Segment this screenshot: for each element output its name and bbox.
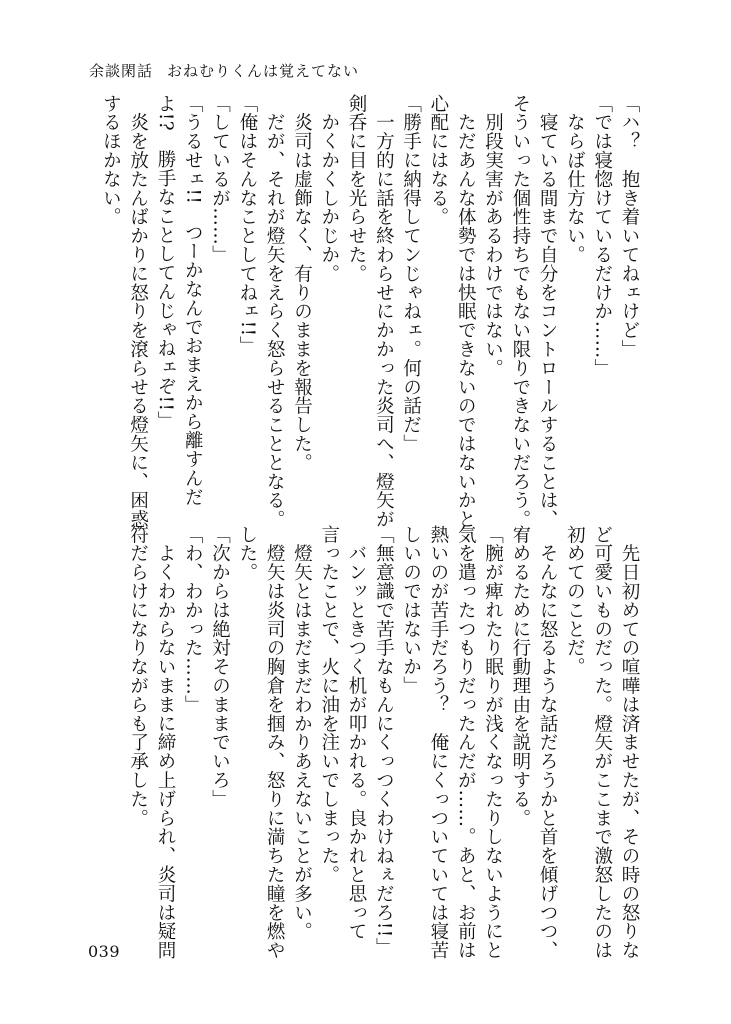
text-line: した。 — [236, 525, 258, 582]
text-line: 炎司は虚飾なく、有りのままを報告した。 — [291, 94, 313, 472]
running-header — [89, 60, 359, 81]
page-number: 039 — [88, 942, 121, 961]
text-line: 「俺はそんなことしてねェ!!」 — [236, 94, 258, 356]
text-line: かくかくしかじか。 — [318, 94, 340, 283]
text-line: 「勝手に納得してンじゃねェ。何の話だ」 — [400, 94, 422, 454]
text-line: 心配にはなる。 — [427, 94, 449, 227]
text-line: そんなに怒るような話だろうかと首を傾げつつ、 — [537, 525, 559, 960]
text-line: 熱いのが苦手だろう？ 俺にくっついていては寝苦 — [427, 525, 449, 960]
text-line: 「無意識で苦手なもんにくっつくわけねぇだろ!!」 — [373, 525, 395, 957]
text-line: 「では寝惚けているだけか……」 — [591, 94, 613, 378]
text-line: 気を遣ったつもりだったんだが……。あと、お前は — [455, 525, 477, 960]
text-line: ならば仕方ない。 — [564, 94, 586, 265]
text-line: 一方的に話を終わらせにかかった炎司へ、燈矢が — [373, 94, 395, 529]
text-line: よ!? 勝手なことしてんじゃねェぞ!!」 — [154, 94, 176, 431]
text-line: 「うるせェ!! つーかなんでおまえから離すんだ — [182, 94, 204, 507]
text-line: 符だらけになりながらも了承した。 — [127, 525, 149, 828]
text-line: 「ハ？ 抱き着いてねェけど」 — [619, 94, 640, 359]
header-title: おねむりくんは覚えてない — [167, 62, 360, 80]
text-line: バンッときつく机が叩かれる。良かれと思って — [346, 525, 368, 941]
text-line: するほかない。 — [100, 94, 122, 227]
text-line: 宥めるために行動理由を説明する。 — [509, 525, 531, 828]
text-line: 「次からは絶対そのままでいろ」 — [209, 525, 231, 809]
upper-text-block — [83, 94, 643, 529]
text-line: 「しているが……」 — [209, 94, 231, 265]
text-line: 初めてのことだ。 — [564, 525, 586, 677]
text-line: 先日初めての喧嘩は済ませたが、その時の怒りな — [619, 525, 640, 960]
text-line: 寝ている間まで自分をコントロールすることは、 — [537, 94, 559, 529]
text-line: 炎を放たんばかりに怒りを滾らせる燈矢に、困惑 — [127, 94, 149, 529]
text-line: だが、それが燈矢をえらく怒らせることとなる。 — [264, 94, 286, 529]
text-line: ただあんな体勢では快眠できないのではないかと — [455, 94, 477, 529]
text-line: しいのではないか」 — [400, 525, 422, 696]
text-line: 燈矢とはまだまだわかりあえないことが多い。 — [291, 525, 313, 941]
text-line: 「腕が痺れたり眠りが浅くなったりしないようにと — [482, 525, 504, 960]
text-line: 言ったことで、火に油を注いでしまった。 — [318, 525, 340, 885]
text-line: そういった個性持ちでもない限りできないだろう。 — [509, 94, 531, 529]
text-line: よくわからないままに締め上げられ、炎司は疑問 — [154, 525, 176, 960]
text-line: 剣呑に目を光らせた。 — [346, 94, 368, 283]
text-line: 「わ、わかった……」 — [182, 525, 204, 714]
text-line: ど可愛いものだった。燈矢がここまで激怒したのは — [591, 525, 613, 960]
text-line: 別段実害があるわけではない。 — [482, 94, 504, 378]
text-line: 燈矢は炎司の胸倉を掴み、怒りに満ちた瞳を燃や — [264, 525, 286, 960]
header-section: 余談閑話 — [89, 62, 154, 80]
